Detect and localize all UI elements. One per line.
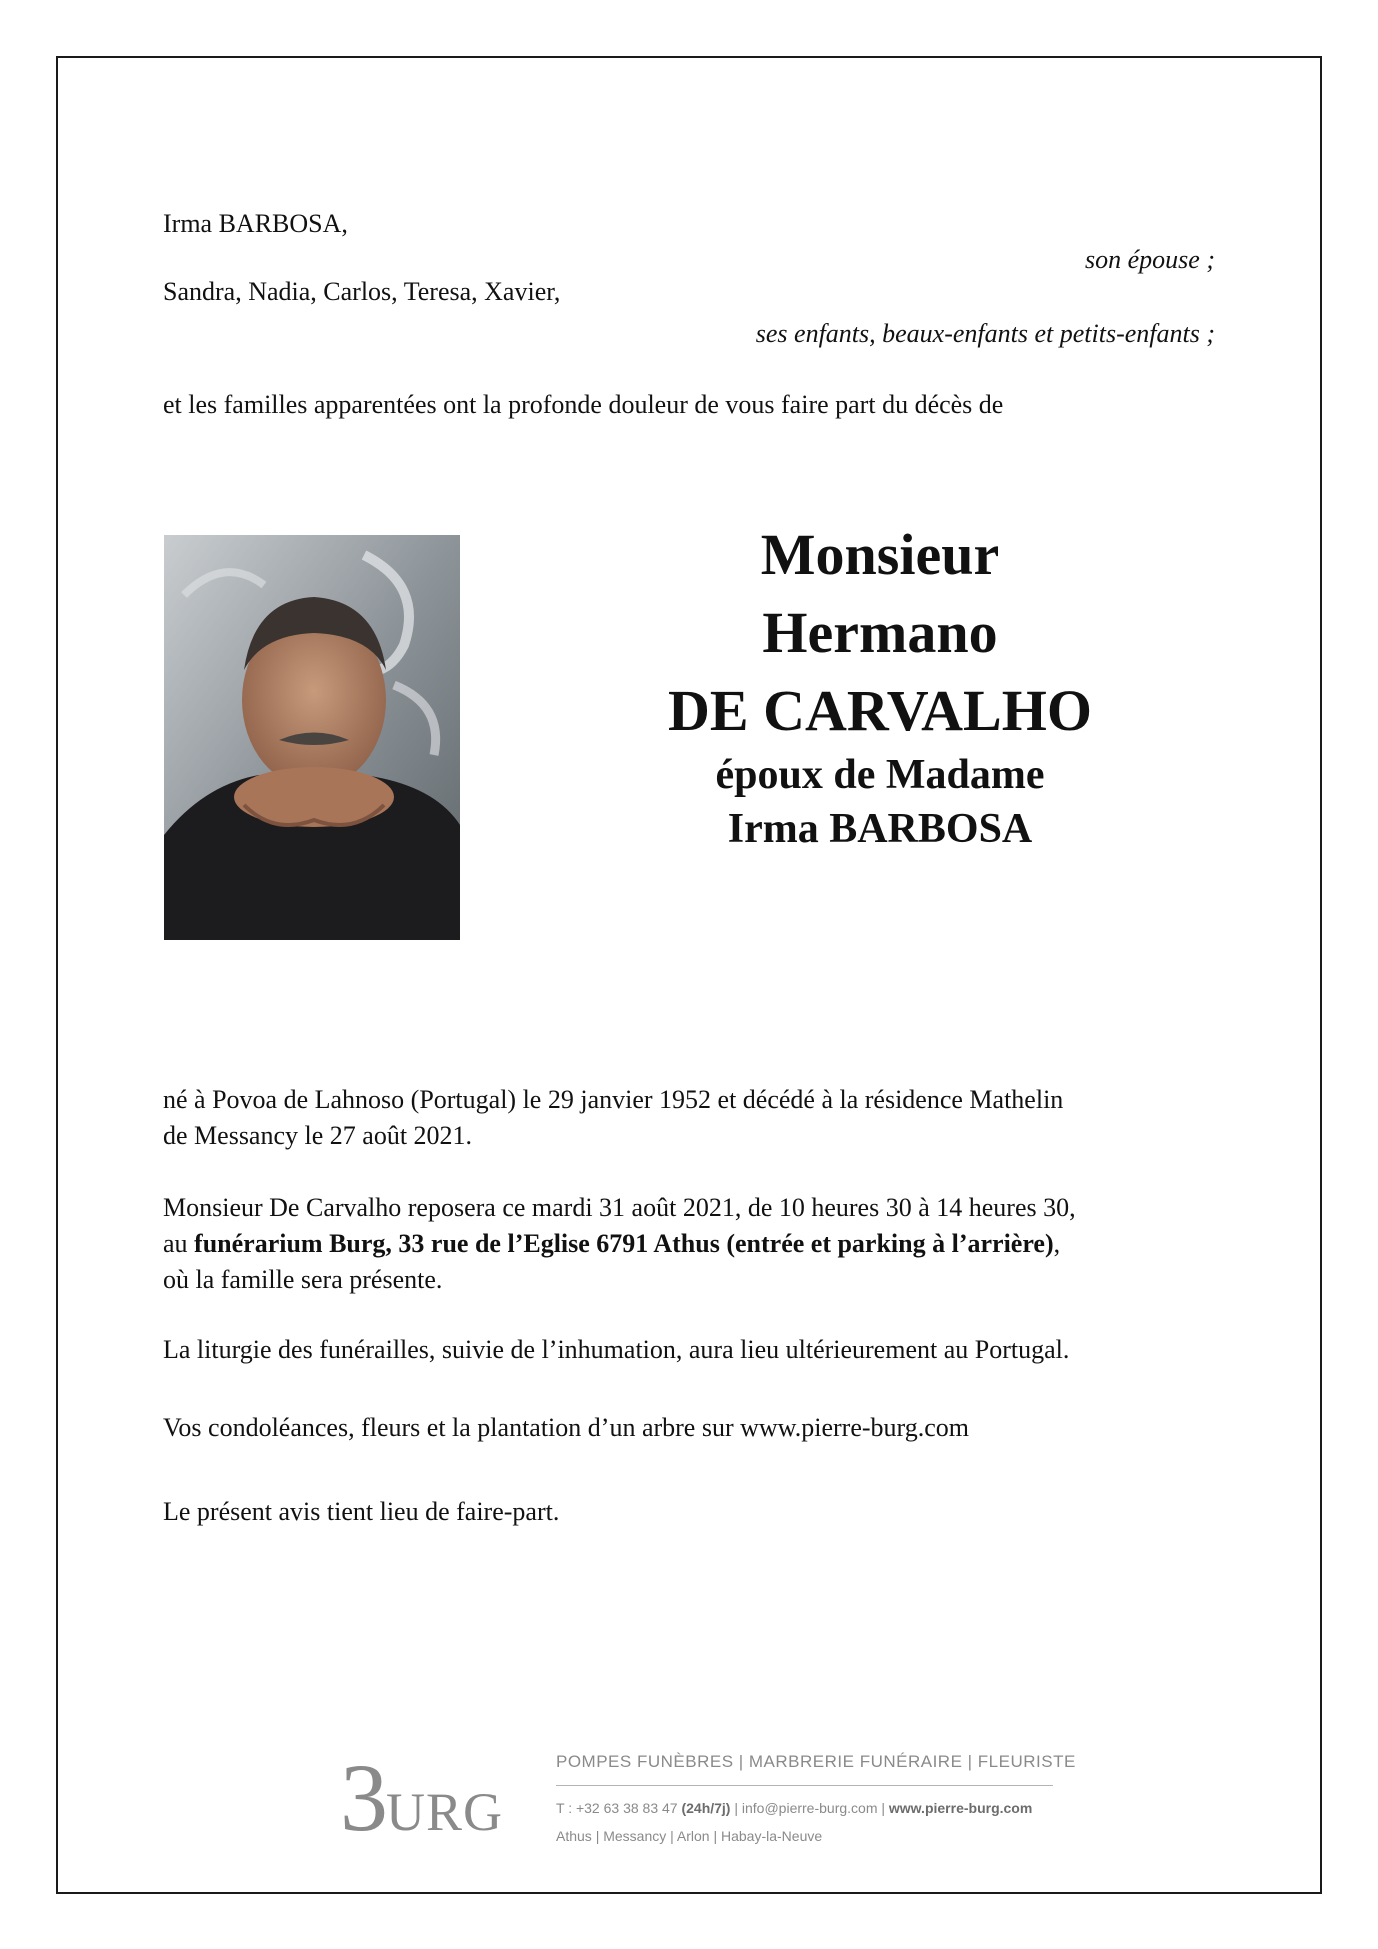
deceased-spouse-line2: Irma BARBOSA: [727, 806, 1033, 852]
footer-phone: T : +32 63 38 83 47: [556, 1800, 682, 1816]
visitation-line3: où la famille sera présente.: [163, 1265, 443, 1294]
notice-text: Le présent avis tient lieu de faire-part.: [163, 1497, 560, 1526]
visitation-line2: [163, 1226, 1060, 1262]
burg-logo-big-letter: 3: [340, 1750, 388, 1840]
burg-logo: [340, 1750, 520, 1840]
spouse-role: son épouse ;: [1085, 245, 1215, 274]
visitation-prefix: au: [163, 1229, 195, 1258]
condolences-text: Vos condoléances, fleurs et la plantation d’un arbre sur www.pierre-burg.com: [163, 1413, 969, 1442]
visitation-line1: Monsieur De Carvalho reposera ce mardi 31 août 2021, de 10 heures 30 à 14 heures 30,: [163, 1193, 1076, 1222]
deceased-first-name: Hermano: [762, 600, 998, 665]
footer-locations: Athus | Messancy | Arlon | Habay-la-Neuve: [556, 1828, 823, 1844]
birth-death-line1: né à Povoa de Lahnoso (Portugal) le 29 janvier 1952 et décédé à la résidence Mathelin: [163, 1085, 1064, 1114]
deceased-last-name: DE CARVALHO: [668, 678, 1092, 743]
deceased-name-block: [560, 522, 1200, 856]
spouse-name: Irma BARBOSA,: [163, 209, 348, 238]
deceased-portrait: [164, 535, 460, 940]
liturgy-text: La liturgie des funérailles, suivie de l’inhumation, aura lieu ultérieurement au Portugal.: [163, 1335, 1070, 1364]
birth-death-line2: de Messancy le 27 août 2021.: [163, 1121, 473, 1150]
funeral-home-address: funérarium Burg, 33 rue de l’Eglise 6791 Athus (entrée et parking à l’arrière): [194, 1229, 1054, 1258]
deceased-spouse-line1: époux de Madame: [715, 752, 1045, 798]
footer-contact: [556, 1800, 1032, 1816]
footer-website[interactable]: www.pierre-burg.com: [888, 1800, 1033, 1816]
burg-logo-word: URG: [386, 1782, 504, 1840]
deceased-title: Monsieur: [760, 522, 1000, 587]
footer-divider: [556, 1785, 1053, 1786]
footer-services: POMPES FUNÈBRES | MARBRERIE FUNÉRAIRE | FLEURISTE: [556, 1752, 1076, 1771]
children-role: ses enfants, beaux-enfants et petits-enfants ;: [755, 319, 1215, 348]
announcement-text: et les familles apparentées ont la profonde douleur de vous faire part du décès de: [163, 390, 1004, 419]
visitation-suffix: ,: [1053, 1229, 1061, 1258]
footer-email: | info@pierre-burg.com |: [730, 1800, 889, 1816]
children-names: Sandra, Nadia, Carlos, Teresa, Xavier,: [163, 277, 561, 306]
footer-phone-hours: (24h/7j): [681, 1800, 731, 1816]
